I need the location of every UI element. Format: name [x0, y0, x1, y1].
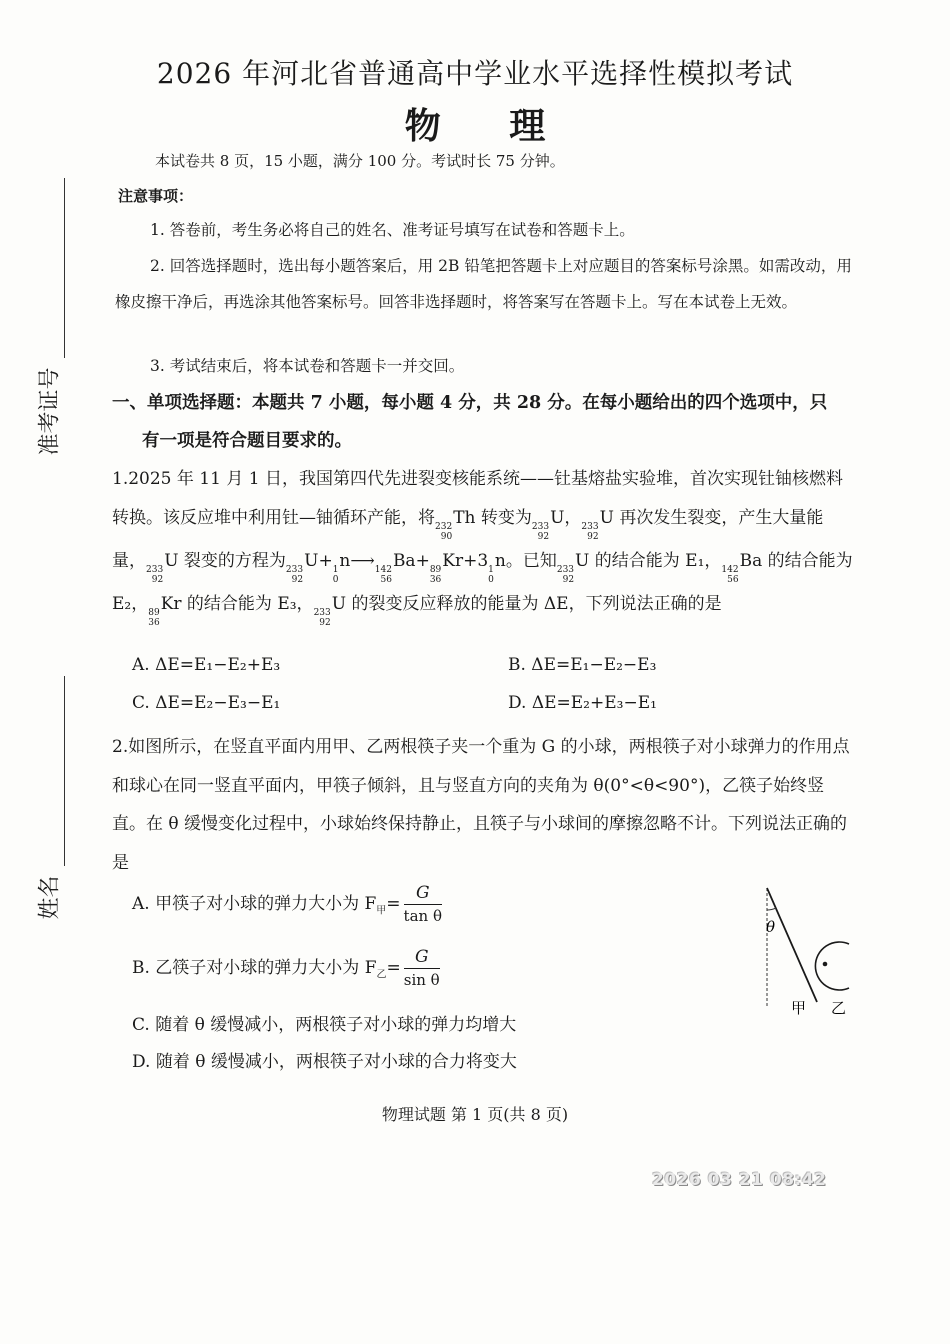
question-1-text-b: 转变为	[480, 507, 532, 528]
u-symbol-5: U	[575, 550, 590, 571]
neutron-symbol-2: n	[494, 550, 506, 571]
plus-three: +3	[463, 550, 489, 571]
th-symbol: Th	[453, 507, 476, 528]
plus-sign-2: +	[415, 550, 430, 571]
question-1-option-b: B. ΔE=E₁−E₂−E₃	[508, 655, 657, 675]
notice-heading: 注意事项：	[118, 187, 194, 205]
section-1-heading-cont: 有一项是符合题目要求的。	[142, 431, 352, 451]
exam-title: 2026 年河北省普通高中学业水平选择性模拟考试	[156, 57, 794, 90]
exam-id-line	[64, 178, 65, 358]
question-1-number: 1.	[112, 469, 129, 489]
u-233-nuclide: 233 92	[531, 521, 550, 542]
subject-title: 物 理	[404, 105, 574, 147]
u-symbol-4: U	[304, 550, 319, 571]
neutron-nuclide: 1 0	[332, 564, 339, 585]
question-2-text: 如图所示，在竖直平面内用甲、乙两根筷子夹一个重为 G 的小球，两根筷子对小球弹力的作用点和球心在同一竖直平面内，甲筷子倾斜，且与竖直方向的夹角为 θ(0°<θ<90°)，乙筷子始终竖直。在 θ 缓慢变化过程中，小球始终保持静止，且筷子与小球间的摩擦忽略不计。下列说法正确的是	[112, 737, 850, 873]
question-1	[112, 460, 857, 628]
question-1-option-c: C. ΔE=E₂−E₃−E₁	[132, 693, 281, 713]
option-b-fraction: $\frac{G}{\text{sin θ}}$	[403, 947, 440, 989]
chopstick-jia	[767, 888, 817, 1002]
section-1-heading: 一、单项选择题：本题共 7 小题，每小题 4 分，共 28 分。在每小题给出的四个选项中，只	[112, 393, 828, 413]
timestamp-stamp: 2026 03 21 08:42	[652, 1170, 827, 1190]
th-232-nuclide: 232 90	[435, 521, 453, 542]
u-symbol-3: U	[164, 550, 179, 571]
name-label: 姓名	[37, 875, 63, 920]
question-1-text-f: 。已知	[505, 550, 557, 571]
chopsticks-figure	[755, 880, 855, 1020]
neutron-nuclide-2: 1 0	[488, 564, 494, 585]
ba-symbol: Ba	[392, 550, 416, 571]
option-a-subscript: 甲	[376, 905, 387, 917]
page-footer: 物理试题 第 1 页(共 8 页)	[381, 1105, 569, 1124]
question-1-text-c: ，	[564, 507, 582, 528]
yi-label: 乙	[831, 999, 847, 1017]
plus-sign: +	[318, 550, 333, 571]
option-a-fraction: $\frac{G}{\text{tan θ}}$	[403, 883, 442, 925]
theta-arc	[767, 908, 776, 910]
question-2-option-b: B. 乙筷子对小球的弹力大小为 $F_乙=$ $\frac{G}{\text{sin θ}}$	[132, 947, 440, 989]
kr-symbol: Kr	[442, 550, 464, 571]
question-2-option-c: C. 随着 θ 缓慢减小，两根筷子对小球的弹力均增大	[132, 1015, 517, 1035]
ba-142-nuclide-2: 142 56	[721, 564, 739, 585]
u-symbol: U	[550, 507, 565, 528]
ba-symbol-2: Ba	[739, 550, 763, 571]
notice-item-1: 1. 答卷前，考生务必将自己的姓名、准考证号填写在试卷和答题卡上。	[150, 221, 635, 239]
question-2	[112, 728, 857, 882]
ball-outline	[815, 942, 849, 990]
option-a-text: A. 甲筷子对小球的弹力大小为 F	[132, 894, 377, 914]
exam-id-label: 准考证号	[37, 367, 63, 456]
kr-89-nuclide-2: 89 36	[148, 607, 160, 628]
question-1-text-e: 裂变的方程为	[183, 550, 286, 571]
ba-142-nuclide: 142 56	[374, 564, 392, 585]
reaction-arrow: ⟶	[350, 550, 375, 571]
theta-label: θ	[766, 918, 776, 936]
option-b-subscript: 乙	[376, 969, 387, 981]
question-1-text-i: 的结合能为 E₃，	[186, 593, 314, 614]
notice-item-3: 3. 考试结束后，将本试卷和答题卡一并交回。	[150, 357, 465, 375]
kr-89-nuclide: 89 36	[429, 564, 442, 585]
u-233-nuclide-4: 233 92	[285, 564, 304, 585]
question-1-option-d: D. ΔE=E₂+E₃−E₁	[508, 693, 657, 713]
name-line	[64, 676, 65, 866]
option-b-text: B. 乙筷子对小球的弹力大小为 F	[132, 958, 377, 978]
jia-label: 甲	[791, 999, 807, 1017]
question-2-option-a: A. 甲筷子对小球的弹力大小为 $F_甲=$ $\frac{G}{\text{tan θ}}$	[132, 883, 442, 925]
question-1-option-a: A. ΔE=E₁−E₂+E₃	[132, 655, 281, 675]
notice-item-2: 2. 回答选择题时，选出每小题答案后，用 2B 铅笔把答题卡上对应题目的答案标号涂黑。如需改动，用橡皮擦干净后，再选涂其他答案标号。回答非选择题时，将答案写在答题卡上。写在本试卷上无效。	[115, 257, 852, 311]
u-symbol-6: U	[331, 593, 347, 614]
question-1-text-g: 的结合能为 E₁，	[594, 550, 722, 571]
u-symbol-2: U	[599, 507, 614, 528]
kr-symbol-2: Kr	[160, 593, 182, 614]
question-1-text-d: 再次发生裂变，产生大量能量，	[112, 507, 824, 571]
u-233-nuclide-2: 233 92	[581, 521, 599, 542]
question-2-number: 2.	[112, 737, 129, 757]
question-1-text-h: 的结合能为 E₂，	[112, 550, 853, 614]
exam-info: 本试卷共 8 页，15 小题，满分 100 分。考试时长 75 分钟。	[155, 152, 565, 170]
u-233-nuclide-3: 233 92	[146, 564, 164, 585]
u-233-nuclide-6: 233 92	[313, 607, 331, 628]
question-2-option-d: D. 随着 θ 缓慢减小，两根筷子对小球的合力将变大	[132, 1052, 517, 1072]
question-1-text-j: 的裂变反应释放的能量为 ΔE，下列说法正确的是	[351, 593, 722, 614]
ball-center-dot	[823, 962, 828, 967]
question-1-text-a: 2025 年 11 月 1 日，我国第四代先进裂变核能系统——钍基熔盐实验堆，首次实现钍铀核燃料转换。该反应堆中利用钍—铀循环产能，将	[112, 469, 843, 528]
u-233-nuclide-5: 233 92	[556, 564, 575, 585]
neutron-symbol: n	[339, 550, 351, 571]
